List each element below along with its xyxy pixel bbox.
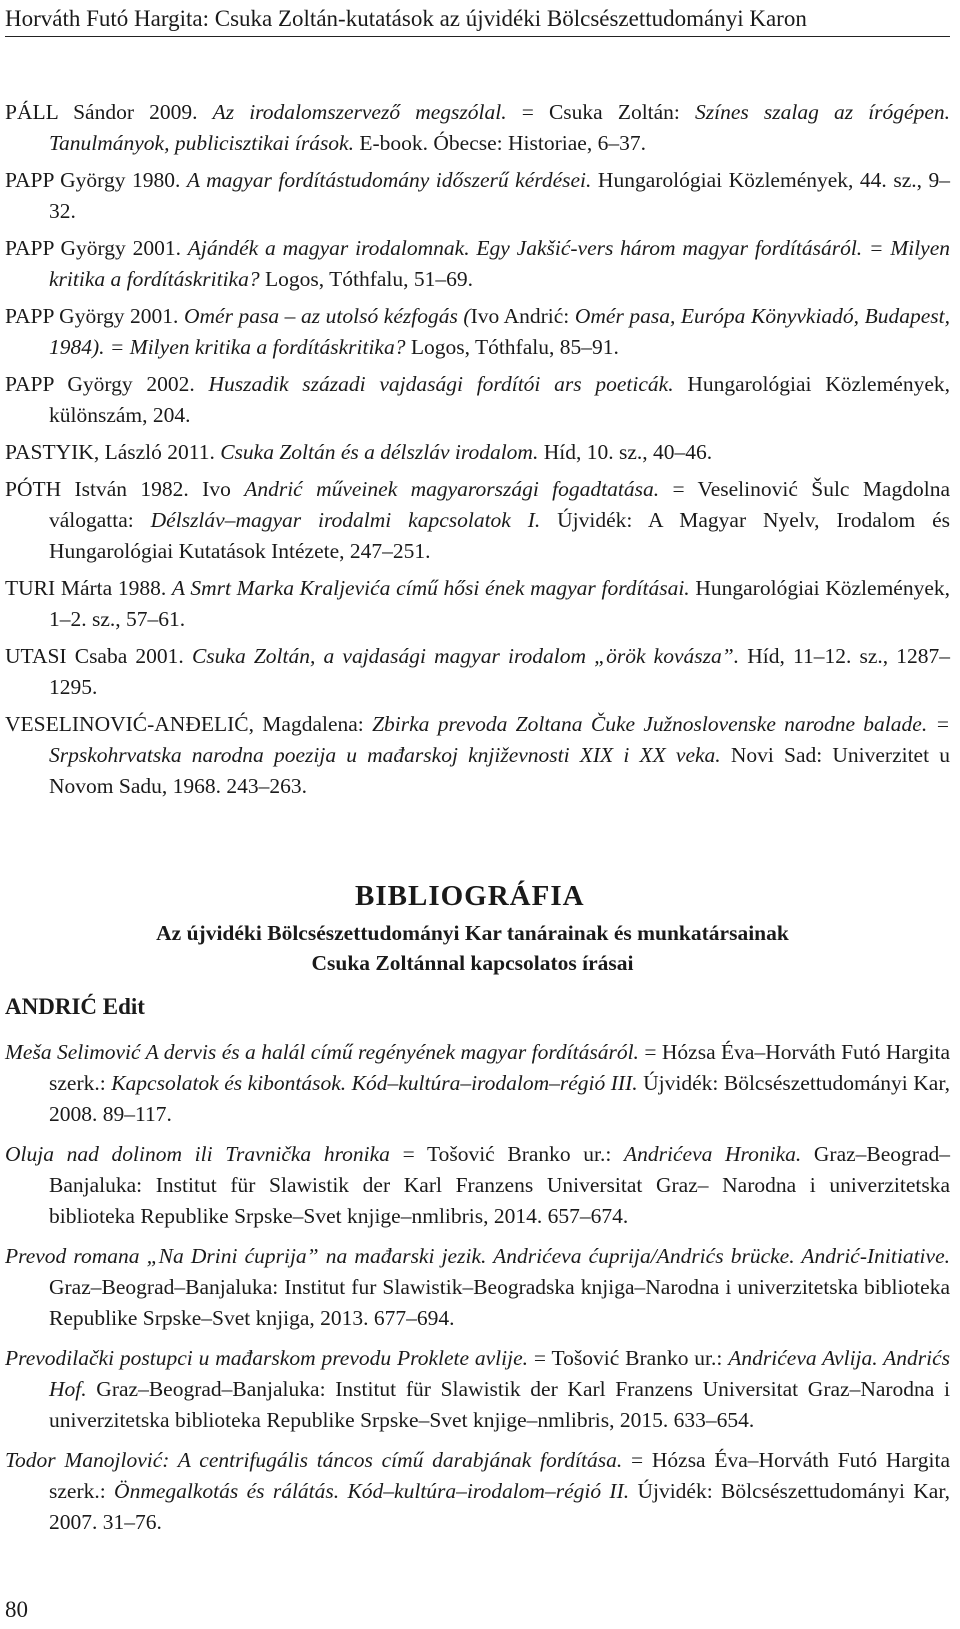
bibliography-subtitle <box>0 918 945 978</box>
reference-item: PASTYIK, László 2011. Csuka Zoltán és a délszláv irodalom. Híd, 10. sz., 40–46. <box>5 440 713 464</box>
bibliography-entry: Prevod romana „Na Drini ćuprija” na mađarski jezik. Andrićeva ćuprija/Andrićs brücke. Andrić-Initiative. Graz–Beograd–Banjaluka: Institut fur Slawistik–Beogradska knjiga–Narodna i univerzitetska biblioteka Republike Srpske–Svet knjiga, 2013. 677–694. <box>5 1244 950 1330</box>
page-number: 80 <box>5 1597 28 1622</box>
bibliography-subtitle-line: Csuka Zoltánnal kapcsolatos írásai <box>311 951 634 975</box>
bibliography-entries <box>5 1037 950 1547</box>
header-rule <box>5 36 950 37</box>
bibliography-subtitle-line: Az újvidéki Bölcsészettudományi Kar tanárainak és munkatársainak <box>156 921 789 945</box>
reference-item: PAPP György 1980. A magyar fordítástudomány időszerű kérdései. Hungarológiai Közlemények, 44. sz., 9–32. <box>5 168 951 223</box>
reference-item: PAPP György 2002. Huszadik századi vajdasági fordítói ars poeticák. Hungarológiai Közlemények, különszám, 204. <box>5 372 951 427</box>
author-heading: ANDRIĆ Edit <box>5 994 145 1019</box>
reference-item: VESELINOVIĆ-ANĐELIĆ, Magdalena: Zbirka prevoda Zoltana Čuke Južnoslovenske narodne balade. = Srpskohrvatska narodna poezija u mađarskoj književnosti XIX i XX veka. Novi Sad: Univerzitet u Novom Sadu, 1968. 243–263. <box>5 712 950 798</box>
bibliography-entry: Oluja nad dolinom ili Travnička hronika = Tošović Branko ur.: Andrićeva Hronika. Graz–Beograd–Banjaluka: Institut für Slawistik der Karl Franzens Universitat Graz– Narodna i univerzitetska biblioteka Republike Srpske–Svet knjige–nmlibris, 2014. 657–674. <box>5 1142 951 1228</box>
reference-item: PÓTH István 1982. Ivo Andrić műveinek magyarországi fogadtatása. = Veselinović Šulc Magdolna válogatta: Délszláv–magyar irodalmi kapcsolatok I. Újvidék: A Magyar Nyelv, Irodalom és Hungarológiai Kutatások Intézete, 247–251. <box>5 477 950 563</box>
reference-item: PÁLL Sándor 2009. Az irodalomszervező megszólal. = Csuka Zoltán: Színes szalag az írógépen. Tanulmányok, publicisztikai írások. E-book. Óbecse: Historiae, 6–37. <box>5 100 951 155</box>
reference-item: PAPP György 2001. Ajándék a magyar irodalomnak. Egy Jakšić-vers három magyar fordításáról. = Milyen kritika a fordításkritika? Logos, Tóthfalu, 51–69. <box>5 236 951 291</box>
reference-list <box>5 97 950 808</box>
bibliography-entry: Todor Manojlović: A centrifugális táncos című darabjának fordítása. = Hózsa Éva–Horváth Futó Hargita szerk.: Önmegalkotás és rálátás. Kód–kultúra–irodalom–régió II. Újvidék: Bölcsészettudományi Kar, 2007. 31–76. <box>5 1448 950 1534</box>
running-header: Horváth Futó Hargita: Csuka Zoltán-kutatások az újvidéki Bölcsészettudományi Karon <box>5 6 807 31</box>
bibliography-entry: Prevodilački postupci u mađarskom prevodu Proklete avlije. = Tošović Branko ur.: Andrićeva Avlija. Andrićs Hof. Graz–Beograd–Banjaluka: Institut für Slawistik der Karl Franzens Universitat Graz–Narodna i univerzitetska biblioteka Republike Srpske–Svet knjige–nmlibris, 2015. 633–654. <box>5 1346 951 1432</box>
reference-item: PAPP György 2001. Omér pasa – az utolsó kézfogás (Ivo Andrić: Omér pasa, Európa Könyvkiadó, Budapest, 1984). = Milyen kritika a fordításkritika? Logos, Tóthfalu, 85–91. <box>5 304 950 359</box>
reference-item: UTASI Csaba 2001. Csuka Zoltán, a vajdasági magyar irodalom „örök kovásza”. Híd, 11–12. sz., 1287–1295. <box>5 644 951 699</box>
bibliography-heading: BIBLIOGRÁFIA <box>355 880 585 912</box>
reference-item: TURI Márta 1988. A Smrt Marka Kraljevića című hősi ének magyar fordításai. Hungarológiai Közlemények, 1–2. sz., 57–61. <box>5 576 951 631</box>
bibliography-entry: Meša Selimović A dervis és a halál című regényének magyar fordításáról. = Hózsa Éva–Horváth Futó Hargita szerk.: Kapcsolatok és kibontások. Kód–kultúra–irodalom–régió III. Újvidék: Bölcsészettudományi Kar, 2008. 89–117. <box>5 1040 951 1126</box>
